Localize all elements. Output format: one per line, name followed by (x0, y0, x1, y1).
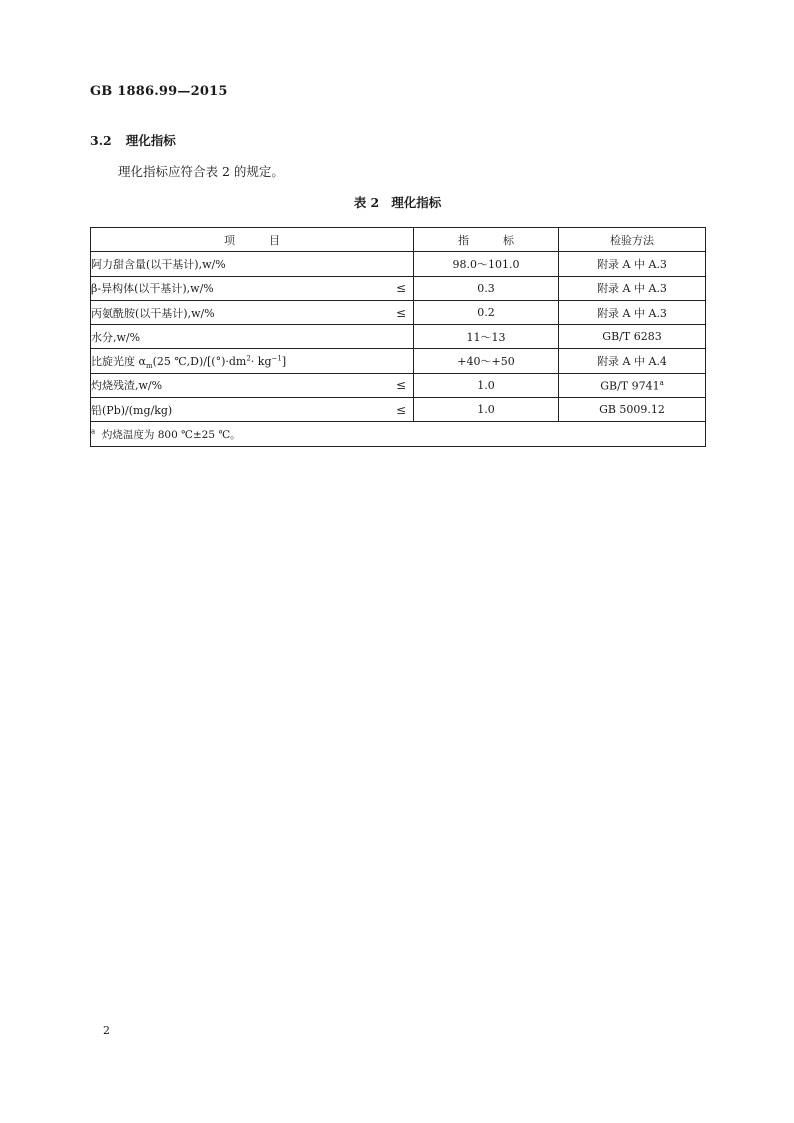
section-heading (90, 131, 176, 149)
standard-code: GB 1886.99—2015 (90, 84, 228, 99)
row-item: 水分,w/% (91, 325, 414, 349)
header-index: 指 标 (414, 228, 559, 252)
table-title: 理化指标 (391, 195, 442, 210)
row-method: 附录 A 中 A.3 (559, 252, 706, 276)
table-footnote: $^a$ 灼烧温度为 800 ℃±25 ℃。 (91, 422, 706, 446)
section-title: 理化指标 (125, 133, 176, 148)
row-method: 附录 A 中 A.4 (559, 349, 706, 373)
row-item: 灼烧残渣,w/% ≤ (91, 373, 414, 397)
row-value: 1.0 (414, 398, 559, 422)
row-value: +40～+50 (414, 349, 559, 373)
row-value: 98.0～101.0 (414, 252, 559, 276)
row-method: GB/T 9741$^a$ (559, 373, 706, 397)
section-number: 3.2 (90, 133, 112, 148)
table-number: 表 2 (353, 195, 380, 210)
table-row (91, 373, 706, 397)
table-row (91, 252, 706, 276)
table-footnote-row (91, 422, 706, 446)
body-paragraph: 理化指标应符合表 2 的规定。 (118, 164, 284, 179)
page-number: 2 (103, 1024, 110, 1037)
table-row (91, 349, 706, 373)
header-item: 项 目 (91, 228, 414, 252)
row-value: 0.2 (414, 300, 559, 324)
row-item: 阿力甜含量(以干基计),w/% (91, 252, 414, 276)
table-row (91, 276, 706, 300)
table-row (91, 300, 706, 324)
row-value: 11～13 (414, 325, 559, 349)
row-method: 附录 A 中 A.3 (559, 276, 706, 300)
table-header-row (91, 228, 706, 252)
limit-symbol: ≤ (395, 281, 406, 296)
limit-symbol: ≤ (395, 378, 406, 393)
row-item: 比旋光度 $\alpha_m(25$ $℃,D)/[(^\circ)\cdot dm^2\cdot kg^{-1}]$ (91, 349, 414, 373)
row-value: 1.0 (414, 373, 559, 397)
row-method: GB 5009.12 (559, 398, 706, 422)
spec-table (90, 227, 706, 447)
header-method: 检验方法 (559, 228, 706, 252)
row-item: 铅(Pb)/(mg/kg) ≤ (91, 398, 414, 422)
row-value: 0.3 (414, 276, 559, 300)
table-caption (90, 193, 705, 211)
limit-symbol: ≤ (395, 402, 406, 417)
row-item: 丙氨酰胺(以干基计),w/% ≤ (91, 300, 414, 324)
limit-symbol: ≤ (395, 305, 406, 320)
row-item: β-异构体(以干基计),w/% ≤ (91, 276, 414, 300)
table-row (91, 325, 706, 349)
row-method: 附录 A 中 A.3 (559, 300, 706, 324)
table-row (91, 398, 706, 422)
row-method: GB/T 6283 (559, 325, 706, 349)
footnote-ref: a (659, 378, 664, 387)
